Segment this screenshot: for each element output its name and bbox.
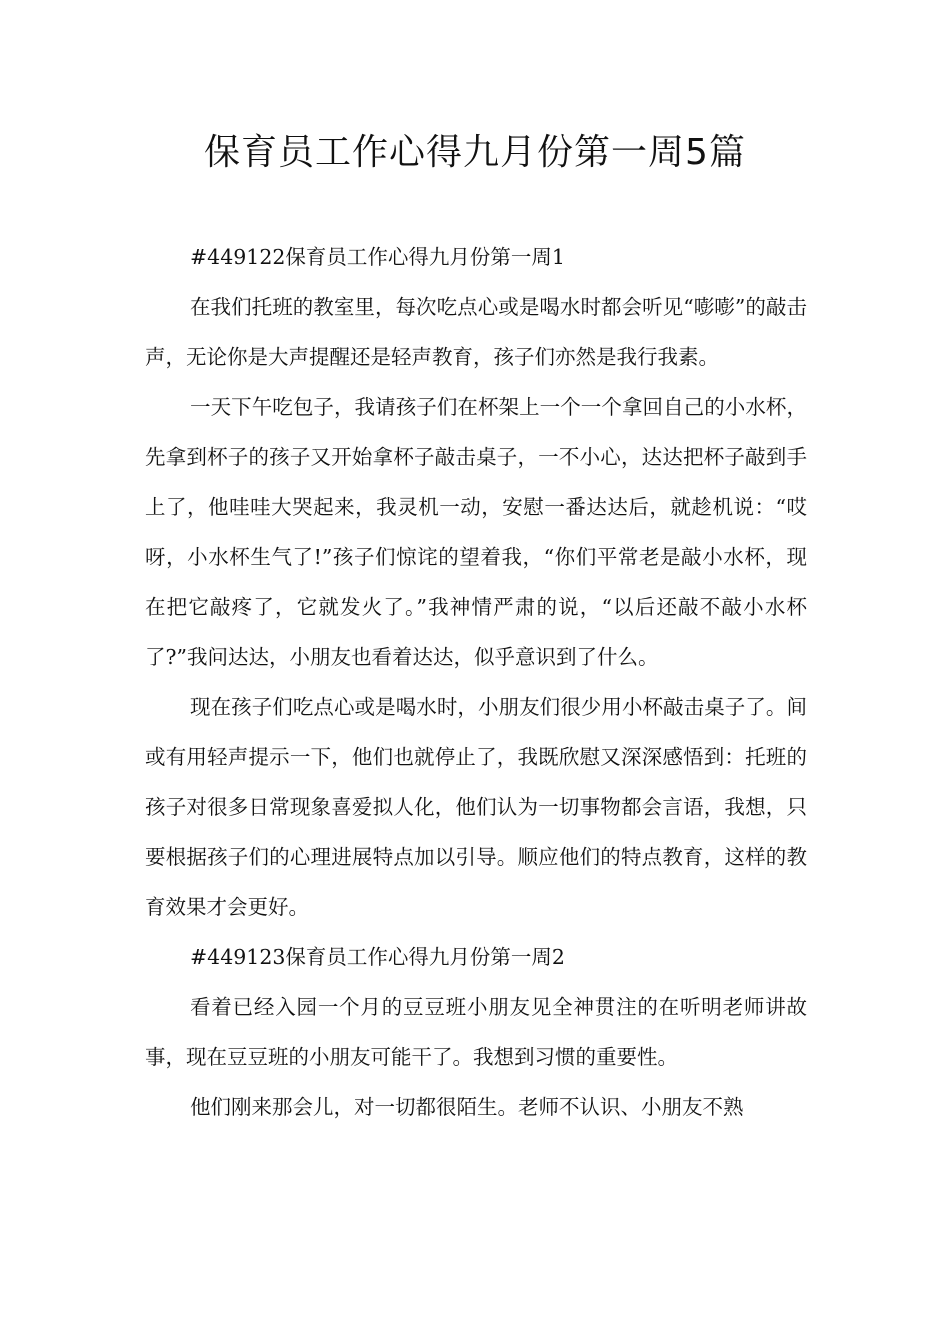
paragraph: 在我们托班的教室里，每次吃点心或是喝水时都会听见“嘭嘭”的敲击声，无论你是大声提醒还是轻声教育，孩子们亦然是我行我素。 <box>145 295 807 369</box>
paragraph: 现在孩子们吃点心或是喝水时，小朋友们很少用小杯敲击桌子了。间或有用轻声提示一下，他们也就停止了，我既欣慰又深深感悟到：托班的孩子对很多日常现象喜爱拟人化，他们认为一切事物都会言语，我想，只要根据孩子们的心理进展特点加以引导。顺应他们的特点教育，这样的教育效果才会更好。 <box>145 695 807 919</box>
paragraph: 一天下午吃包子，我请孩子们在杯架上一个一个拿回自己的小水杯，先拿到杯子的孩子又开始拿杯子敲击桌子，一不小心，达达把杯子敲到手上了，他哇哇大哭起来，我灵机一动，安慰一番达达后，就趁机说：“哎呀，小水杯生气了!”孩子们惊诧的望着我，“你们平常老是敲小水杯，现在把它敲疼了，它就发火了。”我神情严肃的说，“以后还敲不敲小水杯了?”我问达达，小朋友也看着达达，似乎意识到了什么。 <box>145 395 807 669</box>
paragraph: 他们刚来那会儿，对一切都很陌生。老师不认识、小朋友不熟 <box>190 1095 744 1119</box>
document-body <box>145 232 807 1132</box>
section-heading-1: #449122保育员工作心得九月份第一周1 <box>190 245 565 269</box>
paragraph: 看着已经入园一个月的豆豆班小朋友见全神贯注的在听明老师讲故事，现在豆豆班的小朋友可能干了。我想到习惯的重要性。 <box>145 995 807 1069</box>
section-heading-2: #449123保育员工作心得九月份第一周2 <box>190 945 565 969</box>
document-title: 保育员工作心得九月份第一周5篇 <box>204 132 746 173</box>
